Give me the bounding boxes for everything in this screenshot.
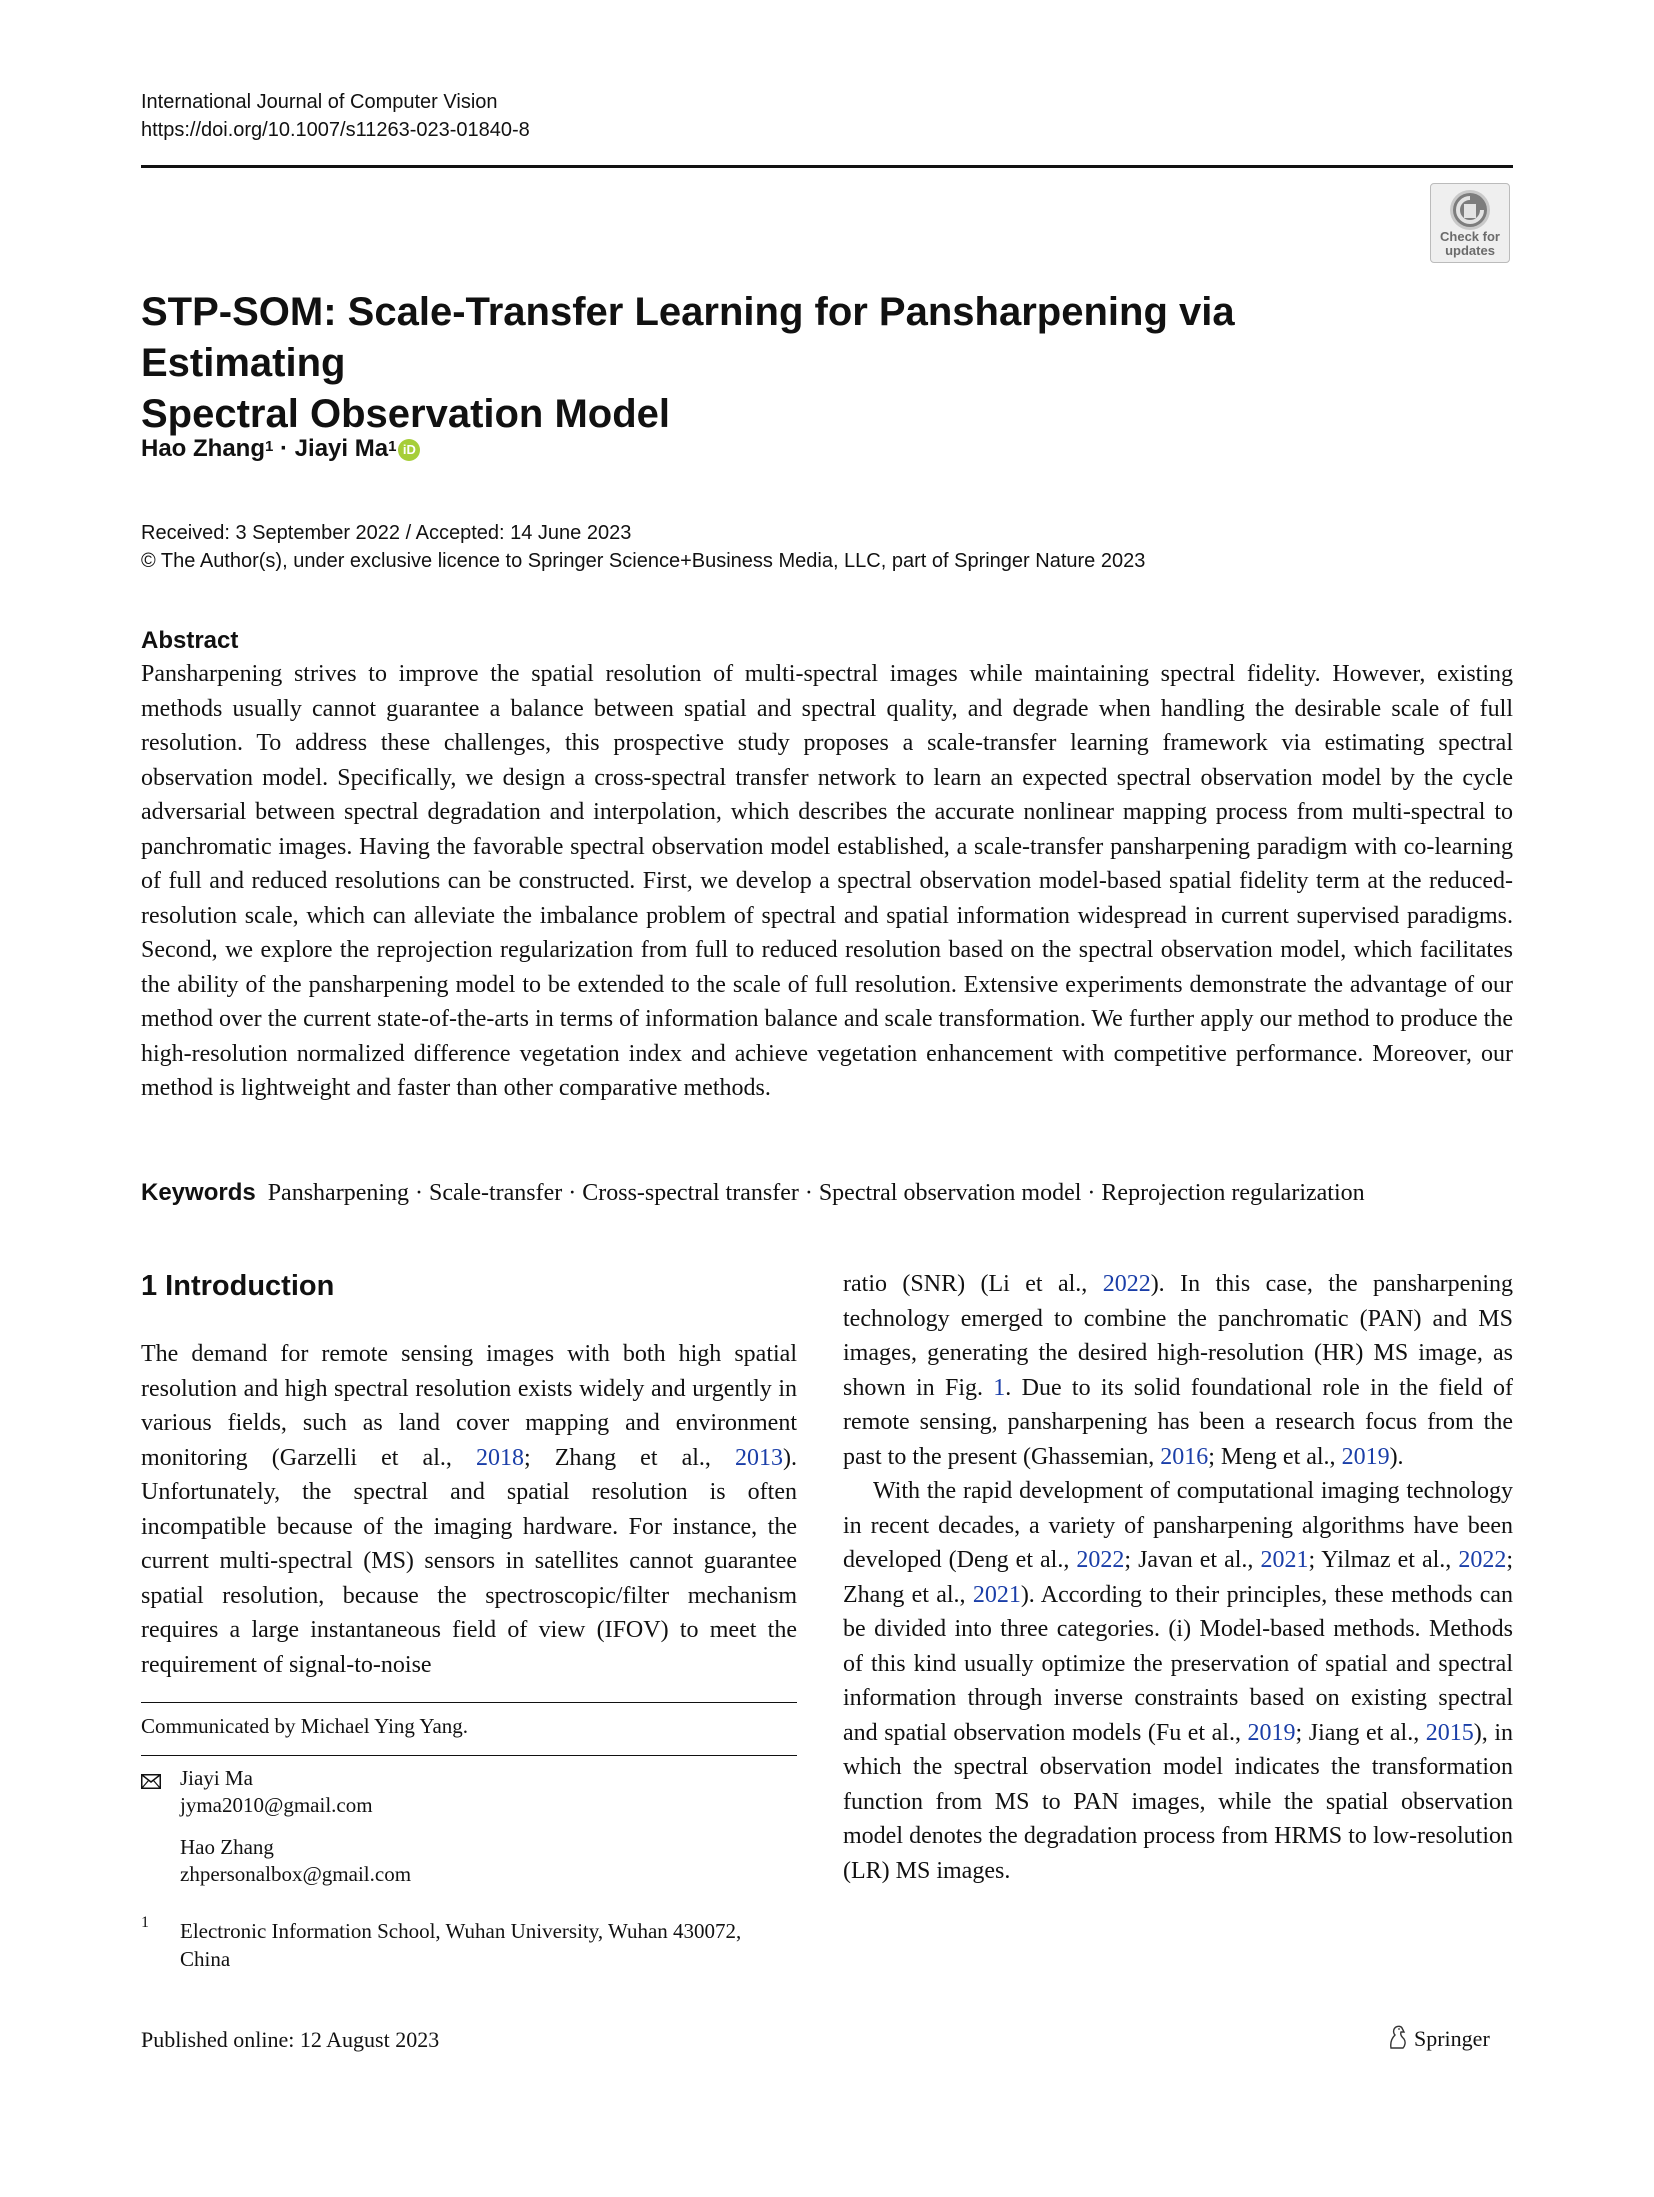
article-dates [141,519,1145,575]
intro-paragraph-1-cont: ratio (SNR) (Li et al., 2022). In this case, the pansharpening technology emerged to combine the panchromatic (PAN) and MS images, generating the desired high-resolution (HR) MS image, as shown in Fig. 1. Due to its solid foundational role in the field of remote sensing, pansharpening has been a research focus from the past to the present (Ghassemian, 2016; Meng et al., 2019). [843,1271,1513,1470]
received-accepted: Received: 3 September 2022 / Accepted: 14 June 2023 [141,522,632,544]
author-2[interactable]: Jiayi Ma [294,435,389,462]
contact-2-email[interactable]: zhpersonalbox@gmail.com [180,1862,412,1886]
publisher-logo [1386,2024,1490,2058]
header-rule [141,165,1513,168]
abstract-text: Pansharpening strives to improve the spatial resolution of multi-spectral images while maintaining spectral fidelity. However, existing methods usually cannot guarantee a balance between spatial and spectral quality, and degrade when handling the desirable scale of full resolution. To address these challenges, this prospective study proposes a scale-transfer learning framework via estimating spectral observation model. Specifically, we design a cross-spectral transfer network to learn an expected spectral observation model by the cycle adversarial between spectral degradation and interpolation, which describes the accurate nonlinear mapping process from multi-spectral to panchromatic images. Having the favorable spectral observation model established, a scale-transfer pansharpening paradigm with co-learning of full and reduced resolutions can be constructed. First, we develop a spectral observation model-based spatial fidelity term at the reduced-resolution scale, which can alleviate the imbalance problem of spectral and spatial information widespread in current supervised paradigms. Second, we explore the reprojection regularization from full to reduced resolution based on the spectral observation model, which facilitates the ability of the pansharpening model to be extended to the scale of full resolution. Extensive experiments demonstrate the advantage of our method over the current state-of-the-arts in terms of information balance and scale transformation. We further apply our method to produce the high-resolution normalized difference vegetation index and achieve vegetation enhancement with competitive performance. Moreover, our method is lightweight and faster than other comparative methods. [141,661,1513,1101]
citation-link[interactable]: 2013 [735,1444,783,1471]
springer-horse-icon [1386,2024,1410,2058]
right-column [843,1267,1513,1888]
footnote-rule [141,1702,797,1703]
author-list [141,433,420,465]
affiliation: Electronic Information School, Wuhan University, Wuhan 430072, China [180,1919,742,1971]
keywords [141,1177,1513,1209]
publisher-name: Springer [1414,2026,1490,2052]
check-for-updates-badge[interactable] [1430,183,1510,263]
published-online: Published online: 12 August 2023 [141,2027,440,2052]
journal-name: International Journal of Computer Vision [141,91,498,113]
badge-line-1: Check for [1440,229,1500,244]
left-column [141,1337,797,1682]
footnote-rule [141,1755,797,1756]
doi-link[interactable]: https://doi.org/10.1007/s11263-023-01840-8 [141,119,530,141]
citation-link[interactable]: 2019 [1247,1719,1296,1746]
communicated-by: Communicated by Michael Ying Yang. [141,1714,469,1738]
contact-1-email[interactable]: jyma2010@gmail.com [180,1793,373,1817]
citation-link[interactable]: 2022 [1458,1547,1507,1573]
citation-link[interactable]: 2018 [475,1444,524,1471]
section-heading-introduction: 1 Introduction [141,1270,335,1302]
intro-paragraph-1: The demand for remote sensing images with both high spatial resolution and high spectral resolution exists widely and urgently in various fields, such as land cover mapping and environment monitoring (Garzelli et al., 2018; Zhang et al., 2013). Unfortunately, the spectral and spatial resolution is often incompatible because of the imaging hardware. For instance, the current multi-spectral (MS) sensors in satellites cannot guarantee spatial resolution, because the spectroscopic/filter mechanism requires a large instantaneous field of view (IFOV) to meet the requirement of signal-to-noise [141,1341,797,1678]
title-line-2: Spectral Observation Model [141,392,671,436]
check-for-updates-icon [1450,190,1490,230]
figure-link[interactable]: 1 [993,1374,1006,1401]
citation-link[interactable]: 2016 [1160,1443,1209,1470]
badge-line-2: updates [1445,243,1495,258]
author-1-affiliation: 1 [265,438,274,455]
envelope-icon [141,1774,161,1789]
orcid-icon[interactable]: iD [398,439,420,461]
intro-paragraph-2: With the rapid development of computational imaging technology in recent decades, a variety of pansharpening algorithms have been developed (Deng et al., 2022; Javan et al., 2021; Yilmaz et al., 2022; Zhang et al., 2021). According to their principles, these methods can be divided into three categories. (i) Model-based methods. Methods of this kind usually optimize the preservation of spatial and spectral information through inverse constraints based on existing spectral and spatial observation models (Fu et al., 2019; Jiang et al., 2015), in which the spectral observation model indicates the transformation function from MS to PAN images, while the spatial observation model denotes the degradation process from HRMS to low-resolution (LR) MS images. [843,1478,1514,1884]
citation-link[interactable]: 2021 [972,1581,1021,1608]
keywords-heading: Keywords [141,1179,256,1206]
citation-link[interactable]: 2019 [1341,1443,1390,1470]
keywords-list: Pansharpening · Scale-transfer · Cross-spectral transfer · Spectral observation model · Reprojection regularization [267,1180,1365,1206]
citation-link[interactable]: 2021 [1260,1547,1309,1573]
author-2-affiliation: 1 [388,438,397,455]
title-line-1: STP-SOM: Scale-Transfer Learning for Pansharpening via Estimating [141,290,1235,385]
contact-2-name: Hao Zhang [180,1835,274,1859]
copyright-notice: © The Author(s), under exclusive licence to Springer Science+Business Media, LLC, part of Springer Nature 2023 [141,550,1146,572]
contact-1-name: Jiayi Ma [180,1766,253,1790]
citation-link[interactable]: 2022 [1076,1547,1125,1573]
abstract-heading: Abstract [141,627,239,654]
author-separator: · [273,435,295,462]
citation-link[interactable]: 2022 [1102,1271,1151,1297]
citation-link[interactable]: 2015 [1425,1719,1474,1746]
paper-title [141,287,1381,440]
corresponding-contacts [180,1765,411,1888]
affiliation-number: 1 [141,1914,149,1931]
author-1[interactable]: Hao Zhang [141,435,265,462]
journal-header [141,88,530,144]
